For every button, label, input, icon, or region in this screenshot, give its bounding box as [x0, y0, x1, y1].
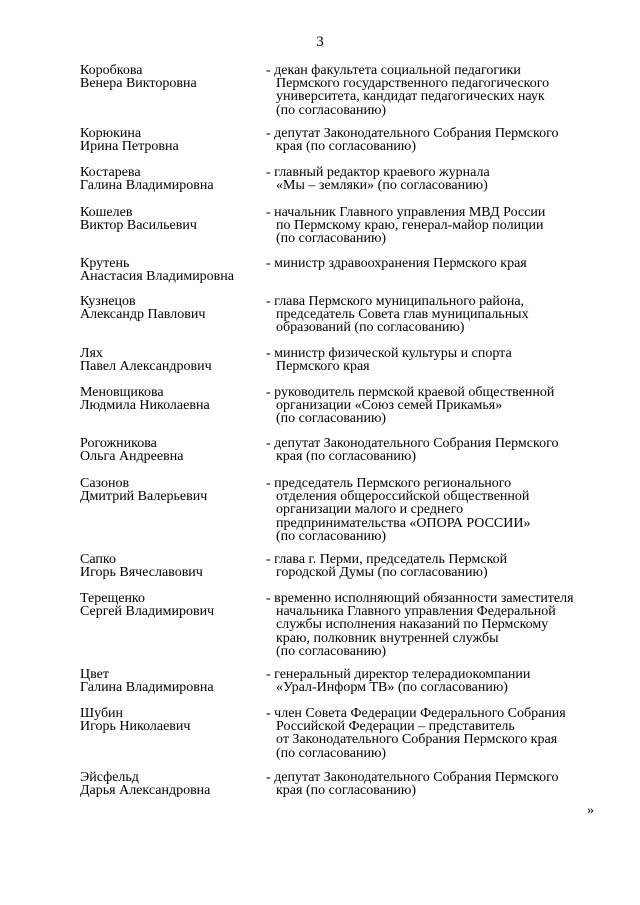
member-surname: Кошелев	[80, 205, 133, 220]
role-line: университета, кандидат педагогических наук	[276, 89, 545, 105]
member-given-names: Людмила Николаевна	[80, 398, 210, 414]
member-given-names: Александр Павлович	[80, 307, 206, 323]
member-given-names: Венера Викторовна	[80, 76, 197, 92]
member-given-names: Дмитрий Валерьевич	[80, 489, 208, 505]
role-line: края (по согласованию)	[276, 139, 417, 155]
member-given-names: Павел Александрович	[80, 359, 212, 375]
member-role	[266, 64, 600, 117]
role-line: (по согласованию)	[276, 643, 387, 659]
role-line: - глава г. Перми, председатель Пермской	[266, 552, 508, 567]
closing-quote-mark: »	[587, 803, 594, 818]
member-name	[80, 592, 258, 618]
member-given-names: Галина Владимировна	[80, 178, 214, 194]
role-line: - председатель Пермского регионального	[266, 476, 512, 491]
role-line: Пермского государственного педагогического	[276, 76, 550, 92]
role-line: председатель Совета глав муниципальных	[276, 307, 529, 323]
role-line: - депутат Законодательного Собрания Пермского	[266, 770, 559, 785]
member-role	[266, 206, 600, 246]
member-given-names: Галина Владимировна	[80, 680, 214, 696]
member-role	[266, 347, 600, 373]
member-role	[266, 166, 600, 192]
role-line: отделения общероссийской общественной	[276, 489, 530, 505]
member-given-names: Сергей Владимирович	[80, 604, 215, 620]
member-surname: Цвет	[80, 667, 109, 682]
role-line: - главный редактор краевого журнала	[266, 165, 490, 180]
role-line: Пермского края	[276, 359, 370, 375]
member-role	[266, 592, 600, 658]
role-line: - декан факультета социальной педагогики	[266, 63, 521, 78]
member-surname: Корюкина	[80, 126, 142, 141]
member-name	[80, 64, 258, 90]
role-line: (по согласованию)	[276, 231, 387, 247]
role-line: (по согласованию)	[276, 528, 387, 544]
member-given-names: Дарья Александровна	[80, 783, 211, 799]
member-name	[80, 668, 258, 694]
role-line: «Мы – земляки» (по согласованию)	[276, 178, 488, 194]
role-line: организации «Союз семей Прикамья»	[276, 398, 503, 414]
member-role	[266, 707, 600, 760]
role-line: - депутат Законодательного Собрания Пермского	[266, 436, 559, 451]
member-given-names: Виктор Васильевич	[80, 218, 197, 234]
member-role	[266, 386, 600, 426]
role-line: начальника Главного управления Федеральной	[276, 604, 556, 620]
role-line: (по согласованию)	[276, 411, 387, 427]
role-line: - член Совета Федерации Федерального Собрания	[266, 706, 566, 721]
member-surname: Костарева	[80, 165, 141, 180]
role-line: - министр здравоохранения Пермского края	[266, 256, 527, 271]
member-surname: Рогожникова	[80, 436, 157, 451]
member-given-names: Игорь Николаевич	[80, 719, 191, 735]
member-surname: Сазонов	[80, 476, 130, 491]
role-line: службы исполнения наказаний по Пермскому	[276, 617, 549, 633]
role-line: - начальник Главного управления МВД России	[266, 205, 546, 220]
member-name	[80, 771, 258, 797]
member-role	[266, 477, 600, 543]
member-role	[266, 295, 600, 335]
role-line: (по согласованию)	[276, 745, 387, 761]
member-given-names: Ольга Андреевна	[80, 449, 184, 465]
role-line: края (по согласованию)	[276, 783, 417, 799]
role-line: образований (по согласованию)	[276, 320, 465, 336]
role-line: - руководитель пермской краевой общественной	[266, 385, 555, 400]
member-surname: Терещенко	[80, 591, 146, 606]
member-name	[80, 437, 258, 463]
role-line: - временно исполняющий обязанности заместителя	[266, 591, 574, 606]
role-line: предпринимательства «ОПОРА РОССИИ»	[276, 515, 531, 531]
member-name	[80, 257, 258, 283]
role-line: - депутат Законодательного Собрания Пермского	[266, 126, 559, 141]
role-line: края (по согласованию)	[276, 449, 417, 465]
member-name	[80, 206, 258, 232]
member-surname: Лях	[80, 346, 103, 361]
role-line: Российской Федерации – представитель	[276, 719, 515, 735]
role-line: «Урал-Информ ТВ» (по согласованию)	[276, 680, 508, 696]
role-line: - генеральный директор телерадиокомпании	[266, 667, 531, 682]
member-surname: Шубин	[80, 706, 124, 721]
member-name	[80, 127, 258, 153]
member-surname: Сапко	[80, 552, 116, 567]
role-line: краю, полковник внутренней службы	[276, 630, 499, 646]
member-name	[80, 707, 258, 733]
page-number: 3	[316, 34, 324, 50]
member-name	[80, 553, 258, 579]
member-name	[80, 347, 258, 373]
member-role	[266, 257, 600, 270]
member-role	[266, 127, 600, 153]
member-surname: Меновщикова	[80, 385, 164, 400]
role-line: городской Думы (по согласованию)	[276, 565, 488, 581]
member-surname: Крутень	[80, 256, 130, 271]
member-surname: Эйсфельд	[80, 770, 139, 785]
member-role	[266, 771, 600, 797]
role-line: от Законодательного Собрания Пермского края	[276, 732, 558, 748]
member-name	[80, 386, 258, 412]
member-surname: Кузнецов	[80, 294, 136, 309]
member-surname: Коробкова	[80, 63, 143, 78]
role-line: - министр физической культуры и спорта	[266, 346, 512, 361]
member-name	[80, 477, 258, 503]
member-role	[266, 668, 600, 694]
member-name	[80, 166, 258, 192]
role-line: организации малого и среднего	[276, 502, 464, 518]
member-given-names: Ирина Петровна	[80, 139, 179, 155]
member-given-names: Игорь Вячеславович	[80, 565, 203, 581]
member-name	[80, 295, 258, 321]
role-line: (по согласованию)	[276, 102, 387, 118]
member-role	[266, 553, 600, 579]
member-given-names: Анастасия Владимировна	[80, 269, 234, 285]
member-role	[266, 437, 600, 463]
role-line: - глава Пермского муниципального района,	[266, 294, 525, 309]
role-line: по Пермскому краю, генерал-майор полиции	[276, 218, 544, 234]
